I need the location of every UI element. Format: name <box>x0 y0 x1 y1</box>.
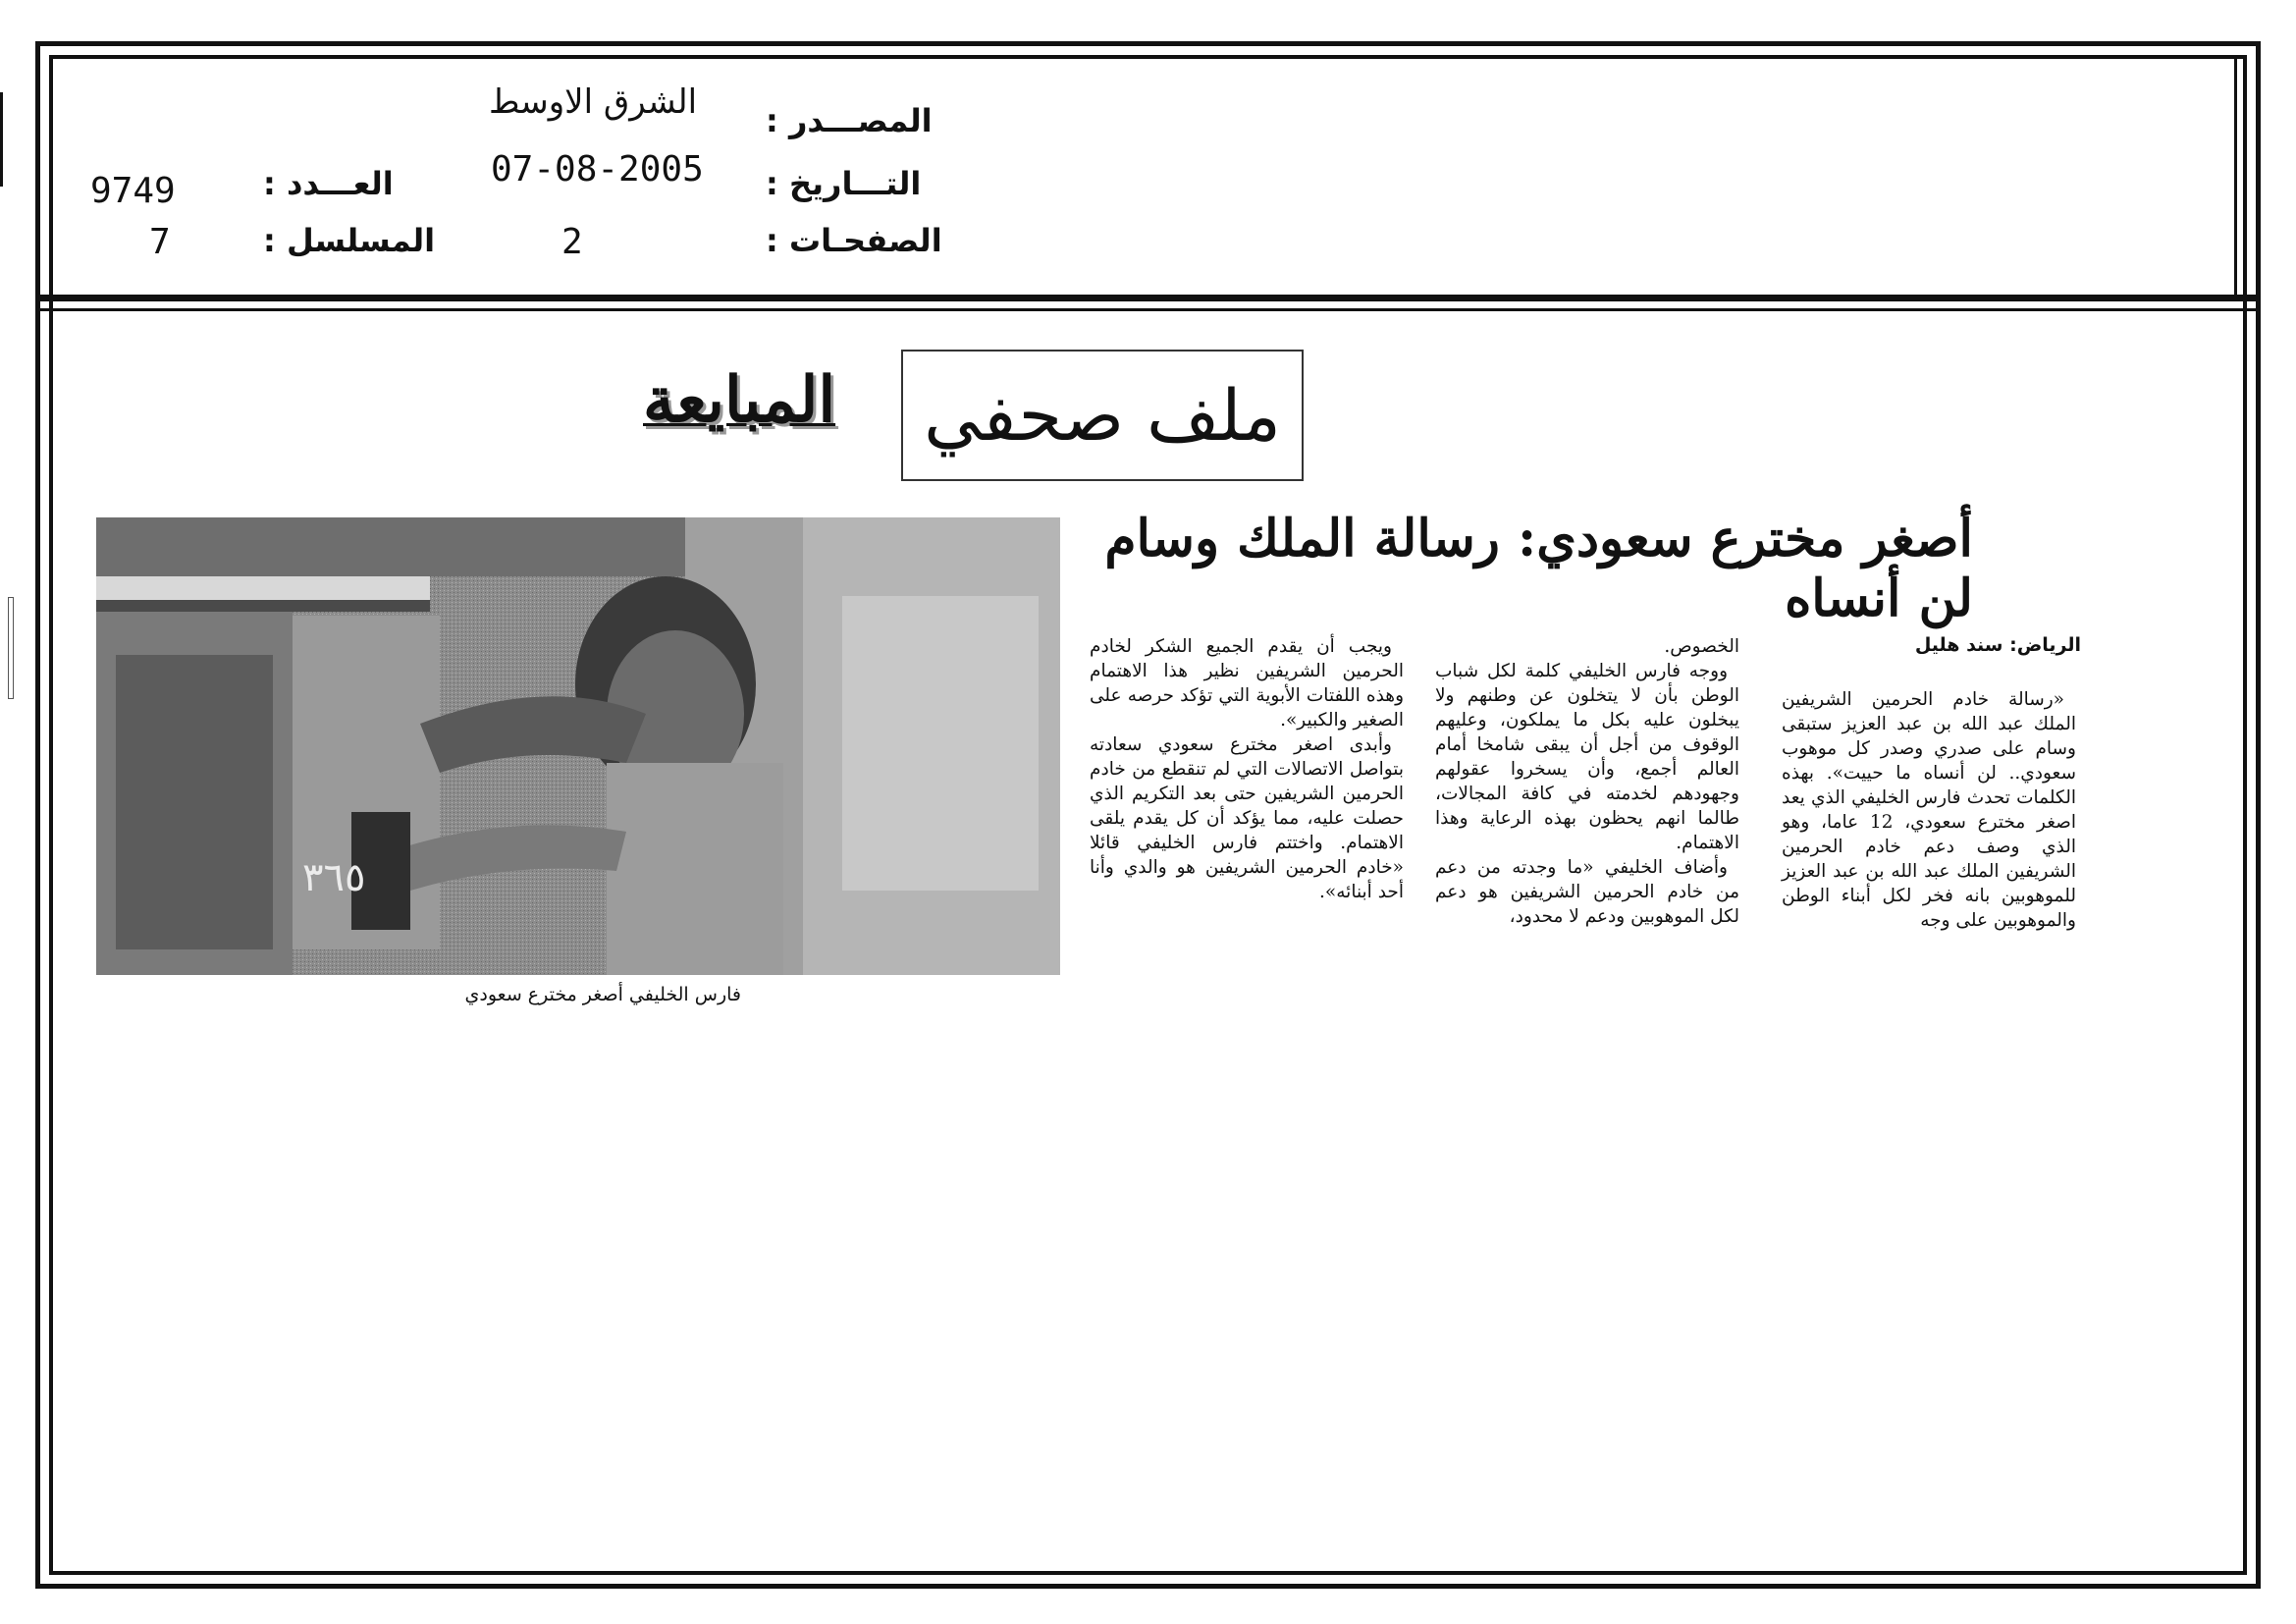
header-right-rule <box>2234 55 2237 298</box>
article-headline: أصغر مخترع سعودي: رسالة الملك وسام لن أنساه <box>1104 509 1973 628</box>
header-divider-thin <box>35 308 2261 311</box>
paragraph: وأضاف الخليفي «ما وجدته من دعم من خادم الحرمين الشريفين هو دعم لكل الموهوبين ودعم لا محدود، <box>1435 857 1739 927</box>
scan-edge-mark <box>8 597 14 699</box>
article-column-2 <box>1435 634 1739 929</box>
issue-label: العـــدد : <box>263 165 394 202</box>
article-photo <box>96 517 1060 975</box>
paragraph: وأبدى اصغر مخترع سعودي سعادته بتواصل الاتصالات التي لم تنقطع من خادم الحرمين الشريفين حتى بعد التكريم الذي حصلت عليه، مما يؤكد أن كل يقدم يلقى الاهتمام. واختتم فارس الخليفي قائلا «خادم الحرمين الشريفين هو والدي وأنا أحد أبنائه». <box>1090 734 1404 902</box>
paragraph: ويجب أن يقدم الجميع الشكر لخادم الحرمين الشريفين نظير هذا الاهتمام وهذه اللفتات الأبوية التي تؤكد حرصه على الصغير والكبير». <box>1090 636 1404 731</box>
pages-value: 2 <box>561 222 583 262</box>
paragraph: ووجه فارس الخليفي كلمة لكل شباب الوطن بأن لا يتخلون عن وطنهم ولا يبخلون عليه بكل ما يملكون، وعليهم الوقوف من أجل أن يبقى شامخا أمام العالم أجمع، وأن يسخروا عقولهم وجهودهم لخدمته في كافة المجالات، طالما انهم يحظون بهذه الرعاية وهذا الاهتمام. <box>1435 661 1739 853</box>
article-byline: الرياض: سند هليل <box>1914 634 2081 656</box>
photo-number: ٣٦٥ <box>302 855 366 900</box>
article-column-1 <box>1782 687 2076 933</box>
press-file-badge <box>901 350 1304 481</box>
press-file-label: ملف صحفي <box>924 374 1281 457</box>
photo-caption: فارس الخليفي أصغر مخترع سعودي <box>464 984 741 1005</box>
serial-label: المسلسل : <box>263 222 436 259</box>
section-title: المبايعة <box>643 363 836 437</box>
date-label: التـــاريخ : <box>766 165 922 202</box>
serial-value: 7 <box>149 222 171 262</box>
date-value: 07-08-2005 <box>491 149 704 189</box>
pages-label: الصفحـات : <box>766 222 942 259</box>
issue-value: 9749 <box>90 171 176 211</box>
article-column-3 <box>1090 634 1404 904</box>
source-label: المصـــدر : <box>766 102 933 139</box>
paragraph: الخصوص. <box>1664 636 1739 657</box>
scan-edge-mark <box>0 92 3 187</box>
header-divider <box>35 295 2261 301</box>
source-value: الشرق الاوسط <box>489 82 698 122</box>
paragraph: «رسالة خادم الحرمين الشريفين الملك عبد الله بن عبد العزيز ستبقى وسام على صدري وصدر كل موهوب سعودي.. لن أنساه ما حييت». بهذه الكلمات تحدث فارس الخليفي الذي يعد اصغر مخترع سعودي، 12 عاما، وهو الذي وصف دعم خادم الحرمين الشريفين الملك عبد الله بن عبد العزيز للموهوبين بانه فخر لكل أبناء الوطن والموهوبين على وجه <box>1782 689 2077 931</box>
photo-illustration <box>96 517 1060 975</box>
